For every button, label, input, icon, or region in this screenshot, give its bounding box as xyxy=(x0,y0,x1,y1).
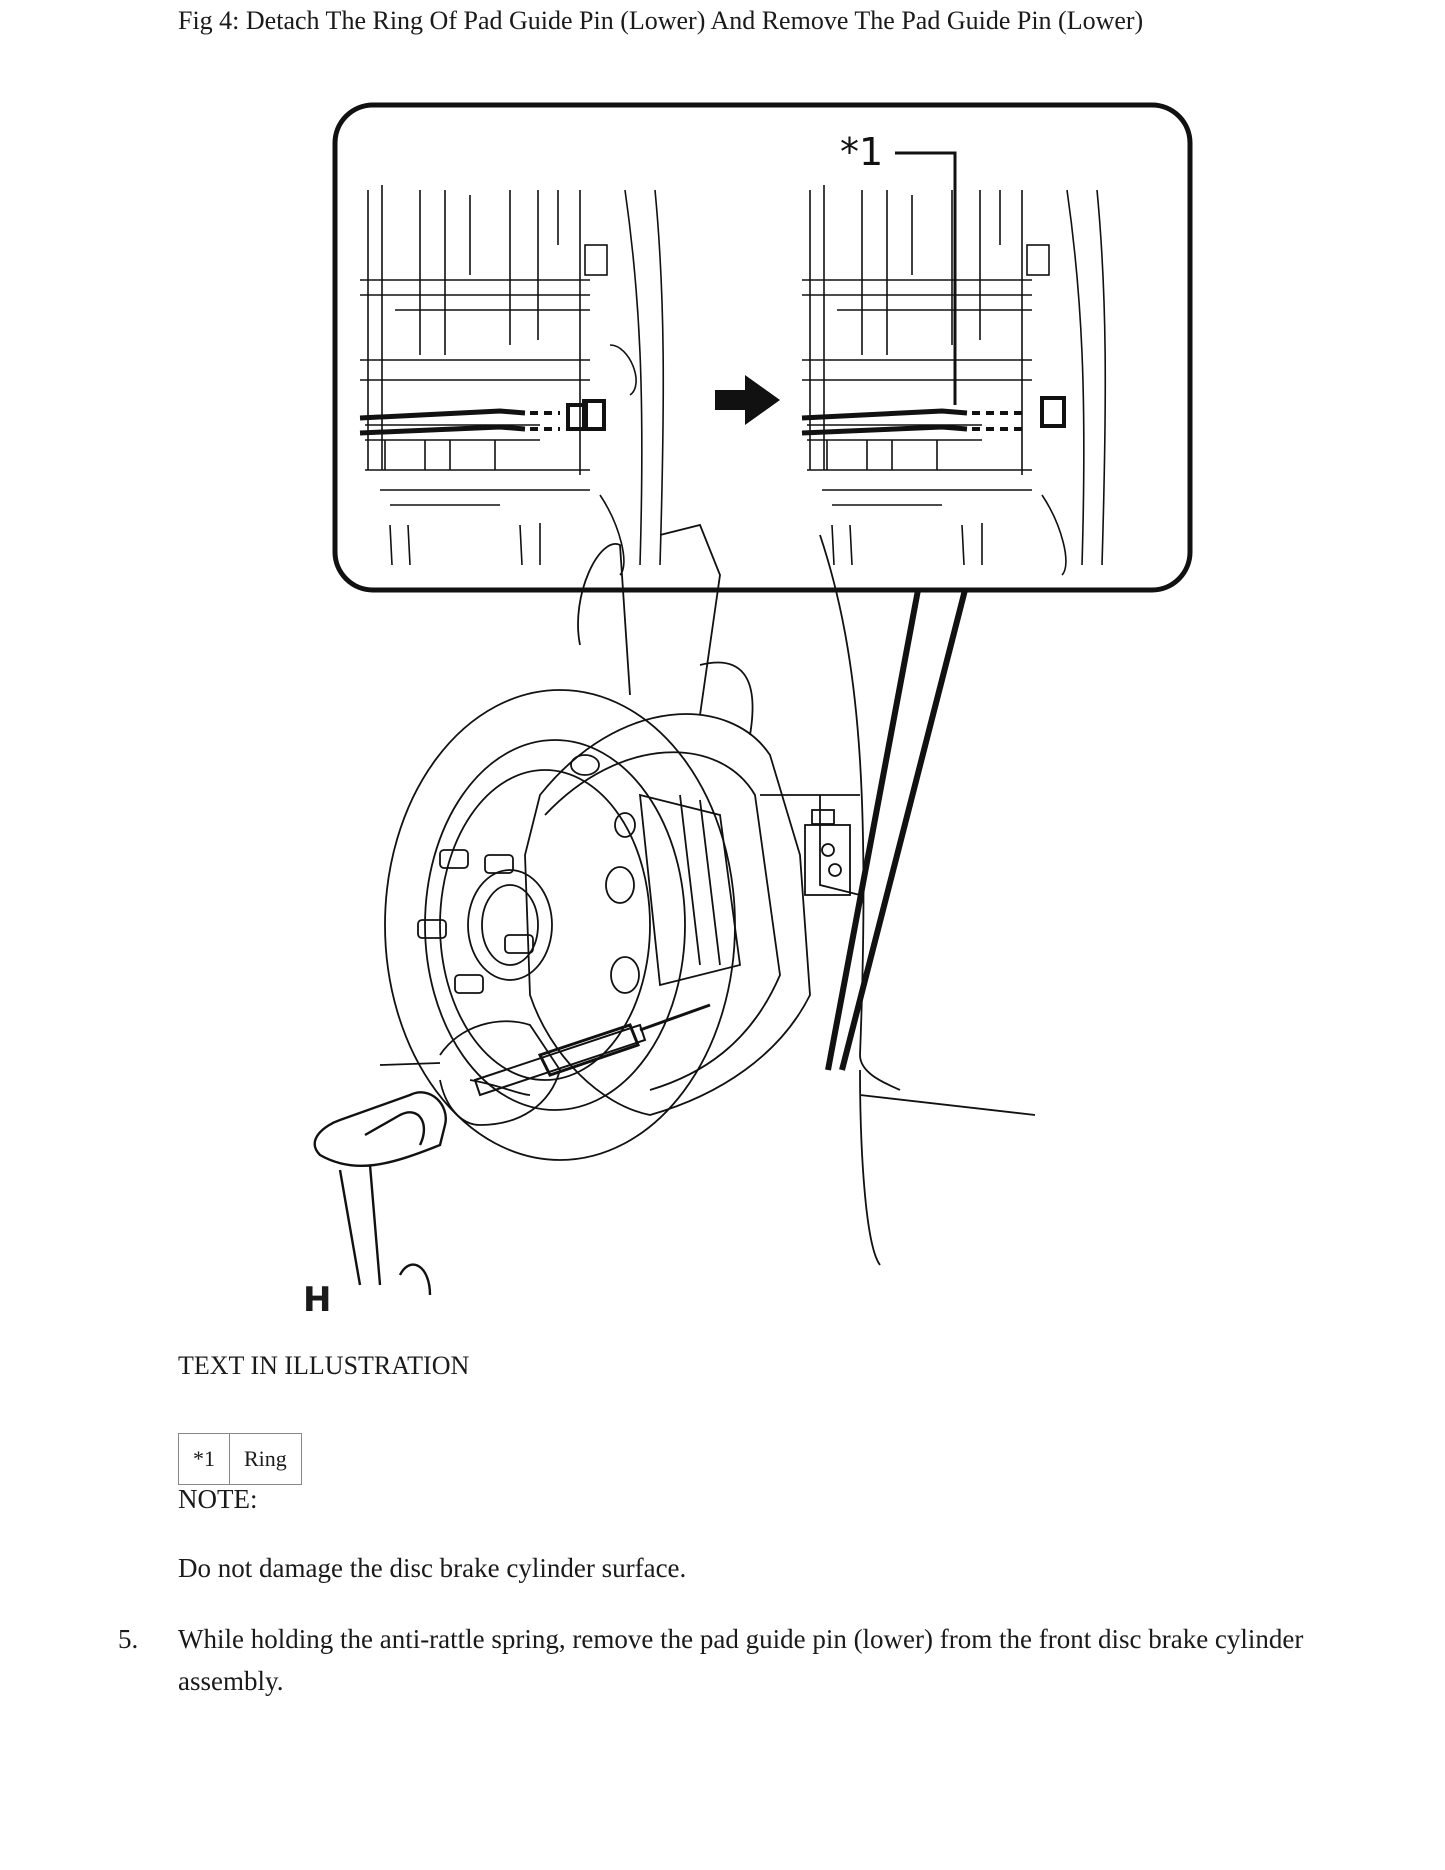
disc-rotor xyxy=(385,690,735,1160)
note-label: NOTE: xyxy=(178,1484,258,1514)
figure-caption: Fig 4: Detach The Ring Of Pad Guide Pin (Lower) And Remove The Pad Guide Pin (Lower) xyxy=(178,6,1144,35)
callout-leader xyxy=(895,153,955,405)
legend-table xyxy=(178,1433,302,1485)
step-number: 5. xyxy=(118,1624,139,1654)
legend-value: Ring xyxy=(230,1434,302,1485)
arrow-icon xyxy=(715,375,780,425)
view-label: H xyxy=(303,1280,332,1320)
step-item xyxy=(118,1618,1328,1702)
callout-label: *1 xyxy=(840,130,884,174)
inset-before xyxy=(360,185,663,575)
inset-frame xyxy=(335,105,1190,590)
note-text: Do not damage the disc brake cylinder surface. xyxy=(178,1553,687,1583)
legend-key: *1 xyxy=(179,1434,230,1485)
brake-illustration xyxy=(300,95,1250,1345)
wheel-studs xyxy=(418,850,533,993)
table-row xyxy=(179,1434,302,1485)
steering-knuckle xyxy=(578,525,1035,1265)
text-in-illustration-heading: TEXT IN ILLUSTRATION xyxy=(178,1351,470,1380)
hammer xyxy=(315,1092,446,1295)
step-text: While holding the anti-rattle spring, remove the pad guide pin (lower) from the front disc brake cylinder assembly. xyxy=(178,1624,1304,1696)
